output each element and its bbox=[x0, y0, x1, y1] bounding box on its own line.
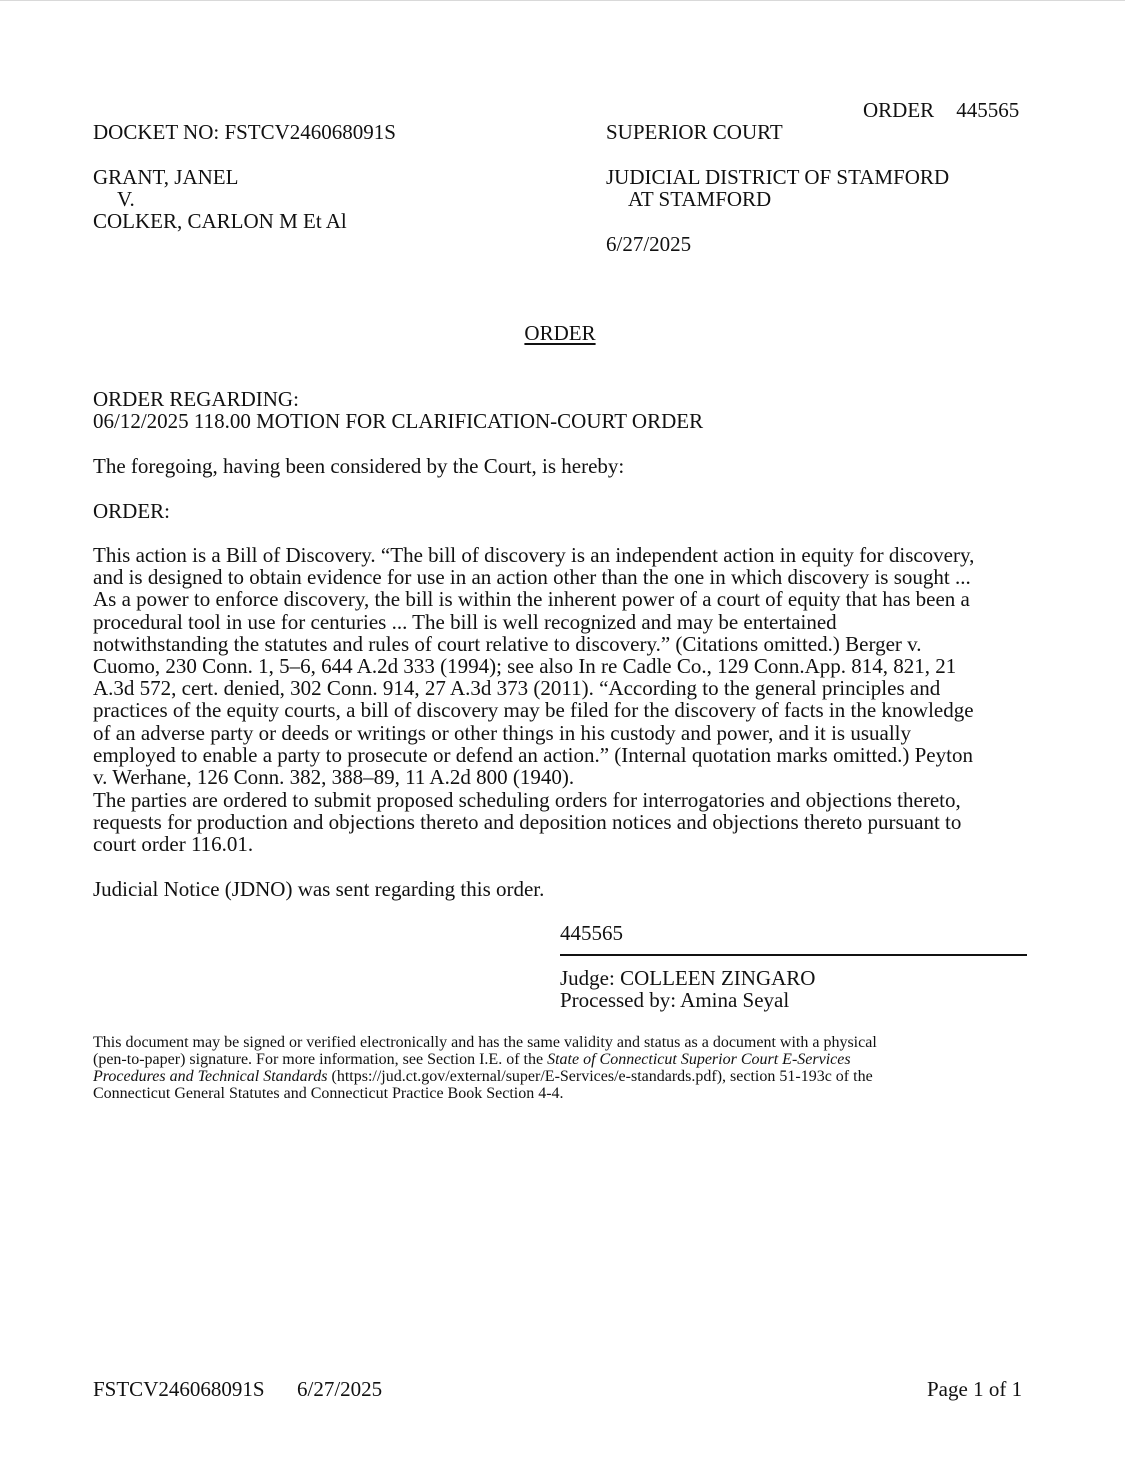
order-date: 6/27/2025 bbox=[606, 232, 692, 256]
judge-name: Judge: COLLEEN ZINGARO bbox=[560, 966, 816, 990]
disclaimer-text: (https://jud.ct.gov/external/super/E-Services/e-standards.pdf), section 51-193c of the bbox=[327, 1068, 873, 1085]
directive-line: The parties are ordered to submit proposed scheduling orders for interrogatories and objections thereto, bbox=[93, 788, 961, 812]
body-line: v. Werhane, 126 Conn. 382, 388–89, 11 A.2d 800 (1940). bbox=[93, 765, 575, 790]
disclaimer-line bbox=[93, 1051, 1033, 1068]
disclaimer-line: This document may be signed or verified electronically and has the same validity and status as a document with a physical bbox=[93, 1034, 877, 1051]
docket-number: DOCKET NO: FSTCV246068091S bbox=[93, 120, 396, 144]
signature-line bbox=[560, 954, 1027, 956]
order-number: 445565 bbox=[956, 98, 1020, 122]
order-label-heading: ORDER: bbox=[93, 499, 171, 523]
disclaimer-line bbox=[93, 1068, 1033, 1085]
judicial-district: JUDICIAL DISTRICT OF STAMFORD bbox=[606, 165, 950, 189]
body-line: practices of the equity courts, a bill of discovery may be filed for the discovery of facts in the knowledge bbox=[93, 698, 974, 723]
body-line: of an adverse party or deeds or writings or other things in his custody and power, and it is usually bbox=[93, 720, 911, 745]
body-line: notwithstanding the statutes and rules of court relative to discovery.” (Citations omitted.) Berger v. bbox=[93, 631, 922, 656]
order-body-paragraph bbox=[93, 544, 1033, 788]
signature-number: 445565 bbox=[560, 921, 623, 945]
court-name: SUPERIOR COURT bbox=[606, 120, 783, 144]
order-regarding-label: ORDER REGARDING: bbox=[93, 387, 299, 411]
versus-label: V. bbox=[117, 187, 135, 211]
top-border bbox=[0, 0, 1125, 1]
body-line: and is designed to obtain evidence for use in an action other than the one in which discovery is sought ... bbox=[93, 565, 971, 590]
document-title bbox=[0, 322, 1120, 344]
body-line: This action is a Bill of Discovery. “The bill of discovery is an independent action in equity for discovery, bbox=[93, 543, 975, 567]
order-number-header bbox=[863, 99, 1019, 121]
directive-line: requests for production and objections thereto and deposition notices and objections thereto pursuant to bbox=[93, 810, 962, 835]
body-line: procedural tool in use for centuries ... The bill is well recognized and may be entertained bbox=[93, 609, 837, 634]
standards-title: Procedures and Technical Standards bbox=[93, 1068, 328, 1085]
order-label: ORDER bbox=[863, 98, 935, 122]
page-number: Page 1 of 1 bbox=[927, 1377, 1023, 1401]
order-directive-paragraph bbox=[93, 789, 1033, 856]
footer-docket: FSTCV246068091S bbox=[93, 1377, 265, 1401]
electronic-signature-disclaimer bbox=[93, 1034, 1033, 1102]
disclaimer-text: (pen-to-paper) signature. For more information, see Section I.E. of the bbox=[93, 1051, 548, 1068]
judicial-notice: Judicial Notice (JDNO) was sent regarding this order. bbox=[93, 877, 545, 901]
footer-date: 6/27/2025 bbox=[297, 1377, 383, 1401]
standards-title: State of Connecticut Superior Court E-Services bbox=[547, 1051, 851, 1068]
order-regarding-item: 06/12/2025 118.00 MOTION FOR CLARIFICATION-COURT ORDER bbox=[93, 409, 704, 433]
defendant-name: COLKER, CARLON M Et Al bbox=[93, 209, 347, 233]
body-line: As a power to enforce discovery, the bill is within the inherent power of a court of equity that has been a bbox=[93, 587, 970, 612]
court-location: AT STAMFORD bbox=[628, 187, 772, 211]
foregoing-statement: The foregoing, having been considered by the Court, is hereby: bbox=[93, 454, 625, 478]
document-title-text: ORDER bbox=[524, 321, 596, 345]
plaintiff-name: GRANT, JANEL bbox=[93, 165, 239, 189]
body-line: A.3d 572, cert. denied, 302 Conn. 914, 27 A.3d 373 (2011). “According to the general principles and bbox=[93, 676, 941, 701]
processed-by: Processed by: Amina Seyal bbox=[560, 988, 790, 1012]
directive-line: court order 116.01. bbox=[93, 832, 254, 857]
disclaimer-line: Connecticut General Statutes and Connecticut Practice Book Section 4-4. bbox=[93, 1085, 564, 1102]
body-line: employed to enable a party to prosecute or defend an action.” (Internal quotation marks omitted.) Peyton bbox=[93, 742, 973, 767]
body-line: Cuomo, 230 Conn. 1, 5–6, 644 A.2d 333 (1994); see also In re Cadle Co., 129 Conn.App. 814, 821, 21 bbox=[93, 654, 957, 679]
